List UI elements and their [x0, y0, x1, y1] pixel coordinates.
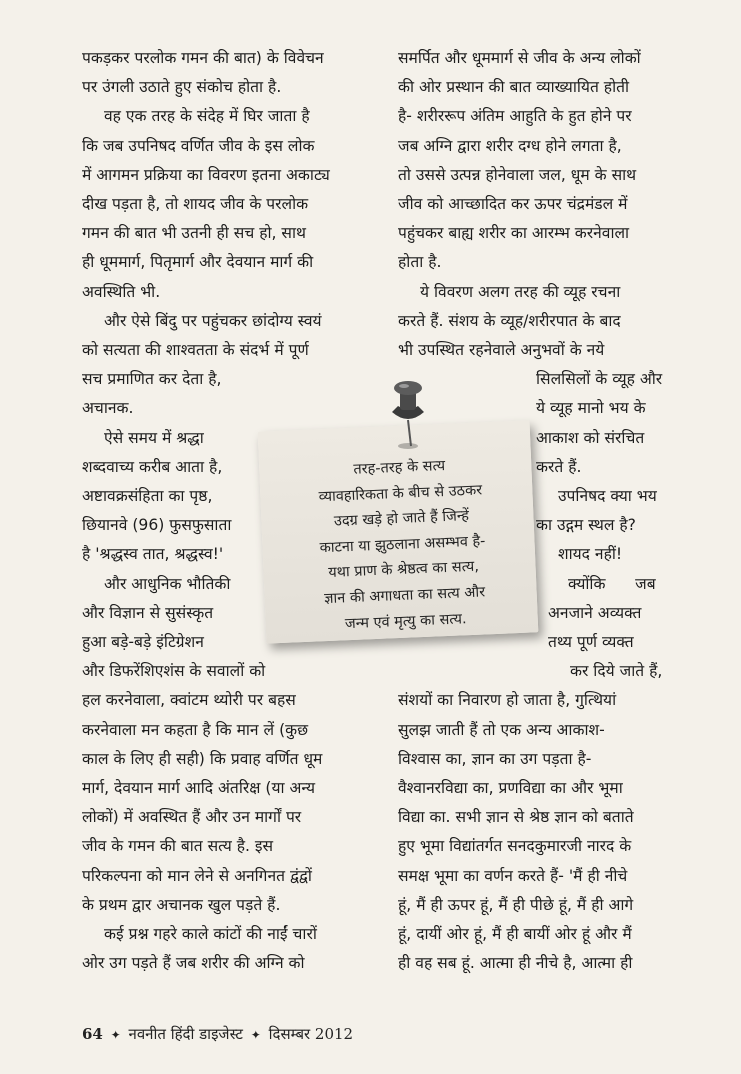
pushpin-icon	[378, 376, 436, 454]
text-line: हुए भूमा विद्यांतर्गत सनदकुमारजी नारद के	[398, 837, 632, 856]
magazine-name: नवनीत हिंदी डाइजेस्ट	[128, 1025, 243, 1043]
text-line: दीख पड़ता है, तो शायद जीव के परलोक	[82, 195, 309, 214]
text-line: करनेवाला मन कहता है कि मान लें (कुछ	[82, 720, 309, 739]
text-line: वह एक तरह के संदेह में घिर जाता है	[104, 107, 310, 126]
text-line: काल के लिए ही सही) कि प्रवाह वर्णित धूम	[82, 749, 323, 768]
page-number: 64	[82, 1025, 103, 1043]
text-line: समक्ष भूमा का वर्णन करते हैं- 'मैं ही नीचे	[398, 866, 628, 885]
text-line: समर्पित और धूममार्ग से जीव के अन्य लोकों	[398, 49, 641, 67]
star-icon: ✦	[110, 1028, 121, 1042]
text-line: गमन की बात भी उतनी ही सच हो, साथ	[82, 224, 306, 243]
callout-line: तरह-तरह के सत्य	[353, 457, 446, 478]
text-line: अचानक.	[82, 399, 134, 418]
text-line: उपनिषद क्या भय	[558, 487, 657, 506]
callout-line: व्यावहारिकता के बीच से उठकर	[318, 482, 483, 505]
text-line: और ऐसे बिंदु पर पहुंचकर छांदोग्य स्वयं	[104, 311, 322, 330]
text-line: की ओर प्रस्थान की बात व्याख्यायित होती	[398, 78, 630, 97]
text-line: और डिफरेंशिएशंस के सवालों को	[82, 662, 266, 681]
text-line: ये विवरण अलग तरह की व्यूह रचना	[420, 282, 621, 301]
text-line: जीव को आच्छादित कर ऊपर चंद्रमंडल में	[398, 195, 628, 214]
page-footer	[82, 1024, 353, 1044]
text-line: ही धूममार्ग, पितृमार्ग और देवयान मार्ग की	[82, 253, 314, 272]
callout-line: यथा प्राण के श्रेष्ठत्व का सत्य,	[327, 559, 480, 582]
text-line: शब्दवाच्य करीब आता है,	[82, 457, 223, 476]
text-line: संशयों का निवारण हो जाता है, गुत्थियां	[398, 691, 617, 710]
callout-text	[281, 451, 524, 640]
text-line: लोकों) में अवस्थित हैं और उन मार्गों पर	[82, 808, 302, 827]
text-line: परिकल्पना को मान लेने से अनगिनत द्वंद्वों	[82, 866, 312, 885]
text-line: ओर उग पड़ते हैं जब शरीर की अग्नि को	[82, 954, 305, 973]
text-line: विश्वास का, ज्ञान का उग पड़ता है-	[398, 749, 592, 768]
text-line: करते हैं.	[536, 457, 582, 476]
text-line: हुआ बड़े-बड़े इंटिग्रेशन	[82, 633, 204, 652]
text-line: है- शरीररूप अंतिम आहुति के हुत होने पर	[398, 107, 632, 126]
text-line: कई प्रश्न गहरे काले कांटों की नाईं चारों	[104, 925, 317, 944]
text-line: मार्ग, देवयान मार्ग आदि अंतरिक्ष (या अन्य	[82, 779, 316, 798]
text-line: भी उपस्थित रहनेवाले अनुभवों के नये	[398, 341, 605, 360]
text-line: आकाश को संरचित	[536, 428, 645, 447]
text-line: कर दिये जाते हैं,	[570, 662, 663, 681]
text-line: हूं, दायीं ओर हूं, मैं ही बायीं ओर हूं और मैं	[398, 925, 632, 944]
callout-line: काटना या झुठलाना असम्भव है-	[319, 533, 486, 557]
text-line: अनजाने अव्यक्त	[548, 603, 642, 622]
text-line: पकड़कर परलोक गमन की बात) के विवेचन	[82, 49, 324, 67]
text-line: करते हैं. संशय के व्यूह/शरीरपात के बाद	[398, 311, 621, 330]
text-line: का उद्गम स्थल है?	[536, 516, 636, 535]
text-line: सुलझ जाती हैं तो एक अन्य आकाश-	[398, 720, 605, 739]
callout-line: ज्ञान की अगाधता का सत्य और	[323, 584, 486, 608]
text-line: कि जब उपनिषद वर्णित जीव के इस लोक	[82, 136, 315, 155]
text-line: को सत्यता की शाश्वतता के संदर्भ में पूर्ण	[82, 341, 309, 360]
text-line: जीव के गमन की बात सत्य है. इस	[82, 837, 274, 856]
text-line: सच प्रमाणित कर देता है,	[82, 370, 222, 389]
text-line: ही वह सब हूं. आत्मा ही नीचे है, आत्मा ही	[398, 954, 633, 973]
text-line: छियानवे (96) फुसफुसाता	[82, 516, 232, 535]
text-line: ये व्यूह मानो भय के	[536, 399, 646, 418]
text-line: होता है.	[398, 253, 442, 272]
text-line: और विज्ञान से सुसंस्कृत	[82, 603, 214, 622]
text-line: है 'श्रद्धस्व तात, श्रद्धस्व!'	[82, 545, 224, 564]
text-line: के प्रथम द्वार अचानक खुल पड़ते हैं.	[82, 895, 281, 914]
text-line: तथ्य पूर्ण व्यक्त	[548, 633, 634, 652]
callout-line: उदग्र खड़े हो जाते हैं जिन्हें	[333, 508, 470, 530]
issue-date: दिसम्बर 2012	[268, 1025, 354, 1043]
text-line: अष्टावक्रसंहिता का पृष्ठ,	[82, 487, 213, 506]
text-line: तो उससे उत्पन्न होनेवाला जल, धूम के साथ	[398, 165, 637, 184]
text-line: हल करनेवाला, क्वांटम थ्योरी पर बहस	[82, 691, 296, 710]
text-line: पहुंचकर बाह्य शरीर का आरम्भ करनेवाला	[398, 224, 630, 243]
text-line: पर उंगली उठाते हुए संकोच होता है.	[82, 78, 282, 97]
text-line: विद्या का. सभी ज्ञान से श्रेष्ठ ज्ञान को बताते	[398, 808, 634, 827]
callout-line: जन्म एवं मृत्यु का सत्य.	[344, 610, 467, 632]
text-line: अवस्थिति भी.	[82, 282, 161, 301]
text-line: ऐसे समय में श्रद्धा	[104, 428, 204, 447]
star-icon: ✦	[250, 1028, 261, 1042]
text-line: वैश्वानरविद्या का, प्रणविद्या का और भूमा	[398, 779, 623, 798]
text-line: क्योंकि जब	[568, 574, 656, 593]
text-line: शायद नहीं!	[558, 545, 623, 564]
text-line: और आधुनिक भौतिकी	[104, 574, 231, 593]
text-line: हूं, मैं ही ऊपर हूं, मैं ही पीछे हूं, मैं ही आगे	[398, 895, 634, 914]
text-line: में आगमन प्रक्रिया का विवरण इतना अकाट्य	[82, 165, 330, 184]
text-line: सिलसिलों के व्यूह और	[536, 370, 663, 389]
text-line: जब अग्नि द्वारा शरीर दग्ध होने लगता है,	[398, 136, 622, 155]
